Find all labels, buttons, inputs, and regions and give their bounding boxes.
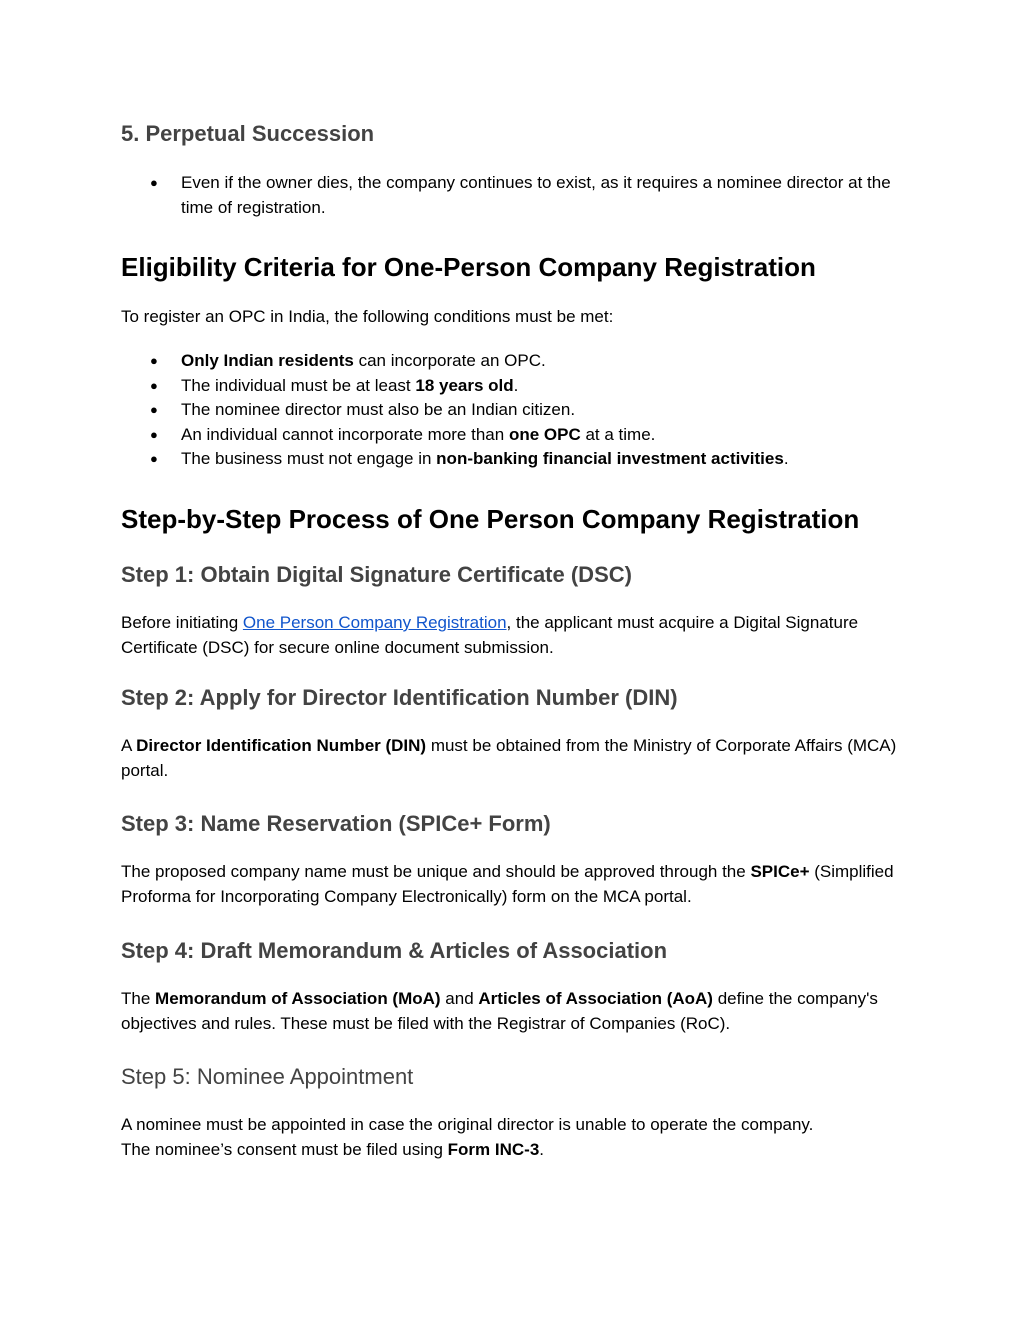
text: The proposed company name must be unique and should be approved through the [121,862,751,881]
step2-paragraph [121,734,911,783]
text: The nominee director must also be an Indian citizen. [181,400,576,419]
text: . [513,375,519,395]
perpetual-succession-list [121,171,911,220]
step1-heading: Step 1: Obtain Digital Signature Certificate (DSC) [121,562,632,587]
bold-text: 18 years old [415,375,514,395]
text: at a time. [580,424,656,444]
list-item [121,374,911,399]
bold-text: Memorandum of Association (MoA) [155,989,441,1008]
bullet-icon: ● [150,451,158,466]
step4-paragraph [121,987,911,1036]
text: A nominee must be appointed in case the original director is unable to operate the company. [121,1115,814,1134]
text: Before initiating [121,613,243,632]
list-item [121,171,911,220]
text: The individual must be at least [181,375,416,395]
text: (Simplified Proforma for Incorporating Company Electronically) form on the MCA portal. [121,862,894,906]
step2-heading: Step 2: Apply for Director Identification Number (DIN) [121,685,678,710]
bold-text: non-banking financial investment activities [436,449,784,468]
bullet-icon: ● [150,377,158,393]
eligibility-list [121,349,911,472]
bold-text: Only Indian residents [181,351,354,370]
step5-paragraph [121,1113,911,1162]
list-item [121,349,911,374]
text: , the applicant must acquire a Digital Signature Certificate (DSC) for secure online document submission. [121,613,859,657]
text: A [121,736,137,755]
text: and [440,989,479,1008]
list-item-text: Even if the owner dies, the company continues to exist, as it requires a nominee director at the time of registration. [181,173,891,217]
step3-heading: Step 3: Name Reservation (SPICe+ Form) [121,811,551,836]
process-heading: Step-by-Step Process of One Person Company Registration [121,504,860,534]
text: An individual cannot incorporate more than [181,424,509,444]
list-item [121,423,911,448]
list-item [121,398,911,423]
bold-text: one OPC [508,424,581,444]
step4-heading: Step 4: Draft Memorandum & Articles of Association [121,938,668,963]
bullet-icon: ● [150,175,158,190]
bullet-icon: ● [150,426,158,442]
bullet-icon: ● [150,402,158,417]
step5-heading: Step 5: Nominee Appointment [121,1064,414,1089]
text: must be obtained from the Ministry of Corporate Affairs (MCA) portal. [121,736,897,780]
step3-paragraph [121,860,911,909]
text: The nominee’s consent must be filed using [121,1139,448,1159]
text: . [539,1139,545,1159]
list-item [121,447,911,472]
bold-text: Director Identification Number (DIN) [136,736,427,755]
bold-text: Articles of Association (AoA) [478,989,713,1008]
eligibility-heading: Eligibility Criteria for One-Person Company Registration [121,252,816,282]
step1-paragraph [121,611,911,660]
text: The [121,989,156,1008]
text: The business must not engage in [181,449,437,468]
text: . [783,449,789,468]
bold-text: Form INC-3 [447,1139,540,1159]
section-heading-perpetual-succession: 5. Perpetual Succession [121,121,375,146]
bullet-icon: ● [150,353,158,368]
bold-text: SPICe+ [750,862,810,881]
eligibility-intro: To register an OPC in India, the following conditions must be met: [121,307,614,326]
opc-registration-link[interactable]: One Person Company Registration [242,613,507,632]
text: can incorporate an OPC. [353,351,546,370]
text: define the company's objectives and rules. These must be filed with the Registrar of Companies (RoC). [121,989,878,1033]
